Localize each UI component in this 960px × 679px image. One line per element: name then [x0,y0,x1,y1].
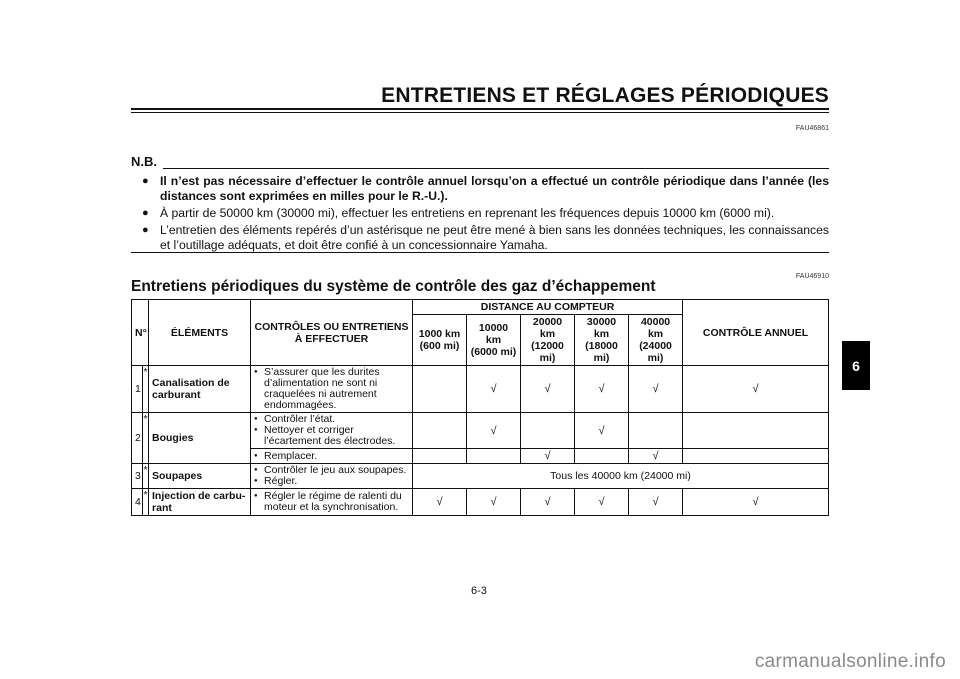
page-number: 6-3 [471,585,487,597]
distance-km: 10000 km [478,322,509,346]
row-number: 1 [132,366,143,413]
header-distance-col [521,315,575,366]
control-item: ● S’assurer que les durites d’alimentation ne sont ni craquelées ni autrement endommagées. [254,367,409,411]
header-annual: CONTRÔLE ANNUEL [683,300,829,366]
row-number: 4 [132,489,143,516]
row-controls [251,464,413,489]
header-elements: ÉLÉMENTS [149,300,251,366]
nb-note [131,206,829,221]
nb-note-text: À partir de 50000 km (30000 mi), effectuer les entretiens en reprenant les fréquences depuis 10000 km (6000 mi). [160,206,775,220]
interval-text: Tous les 40000 km (24000 mi) [413,464,829,489]
check-mark: √ [575,489,629,516]
reference-code: FAU46861 [795,125,829,132]
empty-cell [575,449,629,464]
distance-km: 30000 km [586,316,617,340]
distance-km: 40000 km [640,316,671,340]
distance-mi: (12000 mi) [531,340,564,364]
nb-end-rule [131,252,829,253]
check-mark: √ [413,489,467,516]
header-rule-thin [131,112,829,113]
empty-cell [683,413,829,449]
check-mark: √ [521,366,575,413]
check-mark: √ [629,366,683,413]
check-mark: √ [683,489,829,516]
distance-mi: (6000 mi) [470,346,517,358]
empty-cell [413,413,467,449]
nb-notes-list [131,174,829,255]
nb-label: N.B. [131,154,157,169]
empty-cell [521,413,575,449]
row-element: Soupapes [149,464,251,489]
row-controls [251,489,413,516]
control-item: ● Régler le régime de ralenti du moteur et la synchronisation. [254,491,409,513]
check-mark: √ [521,489,575,516]
empty-cell [413,449,467,464]
check-mark: √ [467,489,521,516]
check-mark: √ [575,366,629,413]
row-controls [251,366,413,413]
row-controls [251,449,413,464]
header-distance-col [413,315,467,366]
empty-cell [467,449,521,464]
table-row [132,413,829,449]
check-mark: √ [575,413,629,449]
page-header-title: ENTRETIENS ET RÉGLAGES PÉRIODIQUES [381,84,829,107]
header-distance-col [629,315,683,366]
check-mark: √ [629,489,683,516]
section-heading: Entretiens périodiques du système de contrôle des gaz d’échappement [131,278,656,295]
distance-mi: (600 mi) [419,340,460,352]
row-number: 3 [132,464,143,489]
maintenance-table [131,299,829,516]
control-item: ● Régler. [254,476,409,487]
nb-note [131,174,829,204]
header-distance-col [467,315,521,366]
asterisk-mark: * [143,464,149,489]
nb-rule [163,168,829,169]
reference-code: FAU46910 [795,273,829,280]
control-item: ● Nettoyer et corriger l’écartement des électrodes. [254,425,409,447]
header-rule [131,108,829,110]
distance-mi: (24000 mi) [639,340,672,364]
asterisk-mark: * [143,489,149,516]
check-mark: √ [629,449,683,464]
check-mark: √ [467,366,521,413]
empty-cell [683,449,829,464]
nb-note [131,223,829,253]
asterisk-mark: * [143,366,149,413]
row-element: Injection de carbu-rant [149,489,251,516]
header-number: N° [132,300,149,366]
control-item: ● Remplacer. [254,451,409,462]
asterisk-mark: * [143,413,149,464]
row-element: Bougies [149,413,251,464]
chapter-tab: 6 [842,341,870,390]
nb-note-text: Il n’est pas nécessaire d’effectuer le contrôle annuel lorsqu’on a effectué un contrôle périodique dans l’année (les distances sont exprimées en milles pour le R.-U.). [160,174,829,203]
distance-km: 1000 km [418,328,461,340]
table-row [132,464,829,489]
distance-mi: (18000 mi) [585,340,618,364]
bullet-icon: ● [142,207,149,219]
empty-cell [413,366,467,413]
check-mark: √ [467,413,521,449]
header-distance-col [575,315,629,366]
table-row [132,366,829,413]
watermark: carmanualsonline.info [754,651,946,672]
check-mark: √ [521,449,575,464]
table-row [132,489,829,516]
check-mark: √ [683,366,829,413]
empty-cell [629,413,683,449]
bullet-icon: ● [142,224,149,236]
header-controls: CONTRÔLES OU ENTRETIENS À EFFECTUER [251,300,413,366]
header-distance: DISTANCE AU COMPTEUR [413,300,683,315]
control-item: ● Contrôler l’état. [254,414,409,425]
row-number: 2 [132,413,143,464]
bullet-icon: ● [142,175,149,187]
distance-km: 20000 km [532,316,563,340]
row-controls [251,413,413,449]
control-item: ● Contrôler le jeu aux soupapes. [254,465,409,476]
nb-note-text: L’entretien des éléments repérés d’un astérisque ne peut être mené à bien sans les données techniques, les connaissances et l’outillage adéquats, et doit être confié à un concessionnaire Yamaha. [160,223,829,252]
row-element: Canalisation de carburant [149,366,251,413]
